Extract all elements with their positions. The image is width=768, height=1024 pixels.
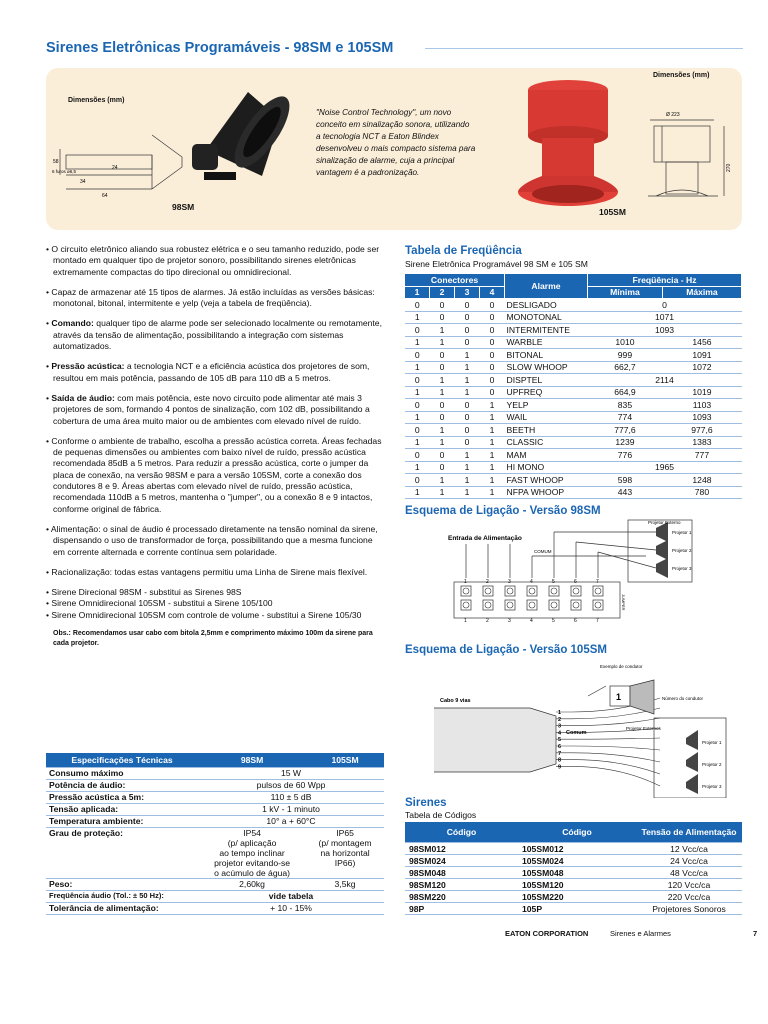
table-row — [405, 424, 742, 437]
bit-cell: 1 — [405, 411, 430, 424]
page-title: Sirenes Eletrônicas Programáveis - 98SM e 105SM — [46, 40, 394, 56]
terminal-screw — [571, 586, 581, 596]
bit-cell: 0 — [480, 374, 505, 387]
alarm-cell: FAST WHOOP — [505, 474, 588, 487]
code-98-cell: 98P — [405, 903, 518, 915]
bit-cell: 1 — [405, 386, 430, 399]
codes-header-3: Tensão de Alimentação — [636, 822, 742, 843]
list-item: • Sirene Direcional 98SM - substitui as Sirenes 98S — [46, 587, 242, 598]
table-row — [405, 879, 742, 891]
bit-cell: 0 — [480, 361, 505, 374]
bit-cell: 1 — [430, 424, 455, 437]
wire-number: 3 — [558, 723, 562, 730]
bit-cell: 1 — [430, 486, 455, 499]
bit-cell: 1 — [480, 449, 505, 462]
dim-270: 270 — [726, 163, 732, 172]
bit-cell: 1 — [480, 411, 505, 424]
bit-cell: 1 — [430, 324, 455, 337]
bit-cell: 0 — [405, 374, 430, 387]
bit-cell: 0 — [455, 324, 480, 337]
table-row: Consumo máximo 15 W — [46, 768, 384, 780]
bit-cell: 1 — [455, 361, 480, 374]
table-row: Pressão acústica a 5m: 110 ± 5 dB — [46, 792, 384, 804]
list-item: • Sirene Omnidirecional 105SM - substitui a Sirene 105/100 — [46, 598, 273, 609]
bit-cell: 1 — [430, 436, 455, 449]
bit-cell: 0 — [430, 299, 455, 312]
bit-cell: 1 — [480, 399, 505, 412]
power-input-label: Entrada de Alimentação — [448, 535, 522, 542]
page-number: 7 — [753, 929, 758, 938]
freq-min-cell: 776 — [588, 449, 663, 462]
alarm-cell: WAIL — [505, 411, 588, 424]
jumper-label: JUMPER — [621, 594, 626, 611]
common-label: COMUM — [534, 549, 552, 554]
paragraph-circuit: • O circuito eletrônico aliando sua robustez elétrica e o seu tamanho reduzido, pode ser montado em qualquer tipo de projetor sonoro, possibilitando sirenes eletrônicas extremamente compactas do tipo direcional ou omnidirecional. — [46, 244, 380, 277]
terminal-number: 3 — [508, 618, 511, 624]
bit-cell: 0 — [405, 399, 430, 412]
terminal-screw — [593, 600, 603, 610]
bit-cell: 0 — [430, 461, 455, 474]
bit-cell: 1 — [455, 374, 480, 387]
voltage-cell: 120 Vcc/ca — [636, 879, 742, 891]
table-row: Peso: 2,60kg 3,5kg — [46, 879, 384, 891]
bit-cell: 0 — [405, 349, 430, 362]
freq-max-cell: 1103 — [662, 399, 741, 412]
voltage-cell: 12 Vcc/ca — [636, 843, 742, 855]
terminal-number: 1 — [464, 618, 467, 624]
codes-header-1: Código — [405, 822, 518, 843]
description-column — [46, 244, 386, 649]
wire — [556, 766, 660, 786]
bit-cell: 0 — [455, 336, 480, 349]
freq-max-cell: 777 — [662, 449, 741, 462]
table-row — [405, 324, 742, 337]
bit-cell: 1 — [480, 461, 505, 474]
code-98-cell: 98SM048 — [405, 867, 518, 879]
sirenes-subtitle: Tabela de Códigos — [405, 810, 477, 820]
freq-min-cell: 664,9 — [588, 386, 663, 399]
code-105-cell: 105SM024 — [518, 855, 636, 867]
terminal-screw — [593, 586, 603, 596]
freq-min-cell: 443 — [588, 486, 663, 499]
terminal-screw — [461, 600, 471, 610]
bit-cell: 0 — [430, 349, 455, 362]
bit-cell: 0 — [455, 424, 480, 437]
table-row: Tensão aplicada: 1 kV - 1 minuto — [46, 804, 384, 816]
alarm-cell: BEETH — [505, 424, 588, 437]
dim-24: 24 — [112, 165, 118, 171]
paragraph-alarms: • Capaz de armazenar até 15 tipos de alarmes. Já estão incluídas as versões básicas: monotonal, bitonal, intermitente e yelp (veja a tabela de freqüência). — [46, 286, 375, 309]
bit-cell: 1 — [405, 336, 430, 349]
dim-58: 58 — [53, 159, 59, 165]
header-bit-4: 4 — [480, 286, 505, 299]
freq-max-cell: 780 — [662, 486, 741, 499]
external-projector-label: Projetor Externo — [648, 520, 681, 525]
freq-max-cell: 1072 — [662, 361, 741, 374]
alarm-cell: WARBLE — [505, 336, 588, 349]
specs-header-105: 105SM — [306, 753, 384, 768]
projector-2-label-105: Projetor 2 — [702, 762, 722, 767]
bit-cell: 1 — [405, 361, 430, 374]
bit-cell: 0 — [480, 349, 505, 362]
table-row — [405, 361, 742, 374]
code-105-cell: 105SM220 — [518, 891, 636, 903]
bit-cell: 1 — [430, 474, 455, 487]
terminal-screw — [483, 600, 493, 610]
alarm-cell: YELP — [505, 399, 588, 412]
freq-min-cell: 1010 — [588, 336, 663, 349]
bit-cell: 1 — [455, 486, 480, 499]
table-row — [405, 474, 742, 487]
freq-max-cell: 1383 — [662, 436, 741, 449]
table-row: Potência de áudio: pulsos de 60 Wpp — [46, 780, 384, 792]
table-row — [405, 386, 742, 399]
bit-cell: 0 — [480, 386, 505, 399]
freq-max-cell: 977,6 — [662, 424, 741, 437]
freq-cell: 0 — [588, 299, 742, 312]
table-row: Grau de proteção: IP54 (p/ aplicação ao tempo inclinar projetor evitando-se o acúmulo de água) IP65 (p/ montagem na horizontal IP66) — [46, 828, 384, 879]
freq-min-cell: 662,7 — [588, 361, 663, 374]
bit-cell: 1 — [455, 349, 480, 362]
freq-max-cell: 1019 — [662, 386, 741, 399]
wire — [556, 757, 660, 774]
bit-cell: 1 — [480, 436, 505, 449]
wire — [556, 718, 660, 726]
alarm-cell: INTERMITENTE — [505, 324, 588, 337]
table-row — [405, 461, 742, 474]
alarm-cell: HI MONO — [505, 461, 588, 474]
projector-3-label-105: Projetor 3 — [702, 784, 722, 789]
conductor-number-label: Número do condutor — [662, 696, 704, 701]
bit-cell: 0 — [430, 449, 455, 462]
header-frequencia: Freqüência - Hz — [588, 274, 742, 286]
table-row — [405, 336, 742, 349]
footer-company: EATON CORPORATION — [505, 929, 589, 938]
terminal-screw — [505, 600, 515, 610]
bit-cell: 1 — [405, 486, 430, 499]
bit-cell: 1 — [480, 474, 505, 487]
freq-max-cell: 1091 — [662, 349, 741, 362]
codes-header-2: Código — [518, 822, 636, 843]
bit-cell: 0 — [405, 324, 430, 337]
terminal-screw — [505, 586, 515, 596]
conductor-example-label: Exemplo de condutor — [600, 664, 643, 669]
header-alarme: Alarme — [505, 274, 588, 299]
bit-cell: 0 — [455, 299, 480, 312]
terminal-number: 4 — [530, 618, 533, 624]
paragraph-rationalization: • Racionalização: todas estas vantagens permitiu uma Linha de Sirene mais flexível. — [46, 566, 368, 577]
voltage-cell: 24 Vcc/ca — [636, 855, 742, 867]
voltage-cell: 48 Vcc/ca — [636, 867, 742, 879]
bit-cell: 0 — [455, 411, 480, 424]
wire-number: 6 — [558, 744, 562, 750]
dimensions-label-98: Dimensões (mm) — [68, 97, 125, 104]
freq-table-subtitle: Sirene Eletrônica Programável 98 SM e 105 SM — [405, 259, 588, 269]
dimensions-label-105: Dimensões (mm) — [653, 72, 710, 79]
dim-holes: 6 furos ø6,5 — [52, 169, 77, 174]
dimension-drawing-105 — [638, 100, 734, 210]
alarm-cell: MONOTONAL — [505, 311, 588, 324]
table-row — [405, 436, 742, 449]
dim-34: 34 — [80, 179, 86, 185]
alarm-cell: CLASSIC — [505, 436, 588, 449]
siren-105sm-image — [512, 76, 624, 212]
freq-min-cell: 1239 — [588, 436, 663, 449]
table-row — [405, 349, 742, 362]
wire-number: 4 — [558, 730, 562, 737]
code-98-cell: 98SM012 — [405, 843, 518, 855]
table-row — [405, 486, 742, 499]
bit-cell: 1 — [430, 386, 455, 399]
specs-table — [46, 753, 384, 915]
code-98-cell: 98SM220 — [405, 891, 518, 903]
projector-3-label: Projetor 3 — [672, 566, 692, 571]
sirenes-title: Sirenes — [405, 797, 447, 809]
table-row — [405, 867, 742, 879]
codes-table — [405, 822, 742, 915]
model-105sm-label: 105SM — [599, 207, 626, 217]
bit-cell: 1 — [455, 474, 480, 487]
bit-cell: 1 — [430, 336, 455, 349]
voltage-cell: 220 Vcc/ca — [636, 891, 742, 903]
bit-cell: 0 — [405, 424, 430, 437]
terminal-screw — [527, 586, 537, 596]
obs-note: Obs.: Recomendamos usar cabo com bitola 2,5mm e comprimento máximo 100m da sirene para cada projetor. — [53, 630, 373, 648]
projector-1-label: Projetor 1 — [672, 530, 692, 535]
paragraph-pressure: • Pressão acústica: a tecnologia NCT e a eficiência acústica dos projetores de som, resultou em mais potência, passando de 105 dB para 110 dB a 5 metros. — [46, 361, 370, 383]
freq-table-title: Tabela de Freqüência — [405, 245, 522, 257]
wire — [556, 750, 660, 762]
alarm-cell: SLOW WHOOP — [505, 361, 588, 374]
bit-cell: 1 — [455, 461, 480, 474]
freq-cell: 1965 — [588, 461, 742, 474]
table-row — [405, 449, 742, 462]
bit-cell: 0 — [480, 336, 505, 349]
freq-min-cell: 777,6 — [588, 424, 663, 437]
header-conectores: Conectores — [405, 274, 505, 286]
bit-cell: 0 — [430, 361, 455, 374]
freq-min-cell: 598 — [588, 474, 663, 487]
bit-cell: 1 — [480, 486, 505, 499]
wire-number: 7 — [558, 750, 562, 757]
freq-cell: 1071 — [588, 311, 742, 324]
table-row — [405, 311, 742, 324]
wire-number: 5 — [558, 737, 562, 744]
header-minima: Mínima — [588, 286, 663, 299]
table-row — [405, 891, 742, 903]
wiring-105-diagram — [430, 658, 730, 798]
dimension-drawing-98 — [52, 105, 192, 197]
header-bit-2: 2 — [430, 286, 455, 299]
header-bit-3: 3 — [455, 286, 480, 299]
footer-section: Sirenes e Alarmes — [610, 929, 671, 938]
alarm-cell: BITONAL — [505, 349, 588, 362]
alarm-cell: DISPTEL — [505, 374, 588, 387]
siren-98sm-image — [178, 80, 298, 192]
conductor-number-example: 1 — [616, 692, 622, 702]
terminal-screw — [549, 586, 559, 596]
frequency-table — [405, 274, 742, 499]
paragraph-power: • Alimentação: o sinal de áudio é processado diretamente na tensão nominal da sirene, dispensando o uso de transformador de força, possibilitando que a mesma funcione em corrente alternada e corrente contínua sem polaridade. — [46, 523, 378, 557]
wire — [556, 738, 660, 739]
header-bit-1: 1 — [405, 286, 430, 299]
alarm-cell: MAM — [505, 449, 588, 462]
bit-cell: 0 — [480, 299, 505, 312]
projector-1-label-105: Projetor 1 — [702, 740, 722, 745]
alarm-cell: UPFREQ — [505, 386, 588, 399]
table-row: Temperatura ambiente: 10° a + 60°C — [46, 816, 384, 828]
common-label-105: Comum — [566, 730, 587, 736]
dim-223: Ø 223 — [666, 112, 680, 118]
terminal-number: 5 — [552, 618, 555, 624]
code-105-cell: 105SM048 — [518, 867, 636, 879]
terminal-number: 5 — [552, 579, 555, 585]
table-row — [405, 374, 742, 387]
external-projectors-label: Projetor Externos — [626, 726, 661, 731]
cable-9-label: Cabo 9 vias — [440, 698, 471, 704]
paragraph-command: • Comando: qualquer tipo de alarme pode ser selecionado localmente ou remotamente, através da tensão de alimentação, possibilitando a integração com sistemas automatizados. — [46, 318, 382, 352]
paragraph-audio-out: • Saída de áudio: com mais potência, este novo circuito pode alimentar até mais 3 projetores de som, formando 4 pontos de sinalização, com 102 dB, possibilitando a cobertura de uma área muito maior ou de ambientes com elevado nível de ruído. — [46, 392, 370, 426]
terminal-screw — [571, 600, 581, 610]
wire-number: 2 — [558, 716, 562, 723]
bit-cell: 1 — [405, 461, 430, 474]
terminal-number: 3 — [508, 579, 511, 585]
model-98sm-label: 98SM — [172, 202, 195, 212]
terminal-number: 6 — [574, 618, 577, 624]
bit-cell: 0 — [405, 299, 430, 312]
terminal-screw — [461, 586, 471, 596]
code-98-cell: 98SM120 — [405, 879, 518, 891]
table-row — [405, 399, 742, 412]
hero-quote: "Noise Control Technology", um novo conceito em sinalização sonora, utilizando a tecnologia NCT a Eaton Blindex desenvolveu o mais compacto sistema para sinalização de alarme, cuja a principal vantagem é a padronização. — [316, 108, 476, 177]
title-rule — [425, 48, 743, 49]
wire-number: 9 — [558, 764, 562, 771]
freq-min-cell: 999 — [588, 349, 663, 362]
freq-cell: 1093 — [588, 324, 742, 337]
terminal-number: 6 — [574, 579, 577, 585]
wiring-105-title: Esquema de Ligação - Versão 105SM — [405, 644, 607, 656]
bit-cell: 0 — [405, 449, 430, 462]
specs-header-98: 98SM — [198, 753, 306, 768]
wiring-98-title: Esquema de Ligação - Versão 98SM — [405, 505, 601, 517]
bit-cell: 1 — [430, 374, 455, 387]
table-row — [405, 299, 742, 312]
terminal-number: 1 — [464, 579, 467, 585]
table-row — [405, 855, 742, 867]
bit-cell: 1 — [480, 424, 505, 437]
bit-cell: 0 — [430, 311, 455, 324]
bit-cell: 0 — [455, 311, 480, 324]
table-row — [405, 903, 742, 915]
code-105-cell: 105SM120 — [518, 879, 636, 891]
wire — [556, 746, 660, 750]
alarm-cell: NFPA WHOOP — [505, 486, 588, 499]
freq-min-cell: 835 — [588, 399, 663, 412]
code-105-cell: 105P — [518, 903, 636, 915]
specs-header: Especificações Técnicas — [46, 753, 198, 768]
dim-64: 64 — [102, 193, 108, 197]
paragraph-environment: • Conforme o ambiente de trabalho, escolha a pressão acústica correta. Áreas fechadas de pequenas dimensões ou ambientes com baixo nível de ruído, pressão acústica recomendada 85dB a 5 metros. Para reduzir a pressão acústica, corte o jumper da placa de conexão, na versão 98SM e para a versão 105SM, corte a conexão dos condutores 8 e 9. Áreas abertas com elevado nível de ruído, pressão acústica, recomendada 110dB a 5 metros, mantenha o "jumper", ou a conexão 8 e 9 intactos, conforme original de fábrica. — [46, 435, 382, 514]
alarm-cell: DESLIGADO — [505, 299, 588, 312]
bit-cell: 1 — [405, 311, 430, 324]
bit-cell: 1 — [455, 386, 480, 399]
terminal-number: 4 — [530, 579, 533, 585]
terminal-number: 2 — [486, 579, 489, 585]
bit-cell: 0 — [430, 399, 455, 412]
table-row — [405, 411, 742, 424]
header-maxima: Máxima — [662, 286, 741, 299]
wire-number: 1 — [558, 710, 562, 716]
freq-min-cell: 774 — [588, 411, 663, 424]
projector-2-label: Projetor 2 — [672, 548, 692, 553]
list-item: • Sirene Omnidirecional 105SM com controle de volume - substitui a Sirene 105/30 — [46, 609, 362, 620]
table-row — [405, 843, 742, 855]
terminal-screw — [549, 600, 559, 610]
bit-cell: 1 — [405, 436, 430, 449]
bit-cell: 0 — [455, 399, 480, 412]
freq-max-cell: 1456 — [662, 336, 741, 349]
freq-cell: 2114 — [588, 374, 742, 387]
bit-cell: 0 — [480, 311, 505, 324]
bit-cell: 0 — [455, 436, 480, 449]
wire-number: 8 — [558, 757, 562, 764]
code-98-cell: 98SM024 — [405, 855, 518, 867]
bit-cell: 0 — [480, 324, 505, 337]
table-row: Freqüência áudio (Tol.: ± 50 Hz): vide tabela — [46, 891, 384, 903]
bit-cell: 0 — [430, 411, 455, 424]
wiring-98-diagram — [440, 516, 696, 624]
terminal-screw — [527, 600, 537, 610]
code-105-cell: 105SM012 — [518, 843, 636, 855]
table-row: Tolerância de alimentação: + 10 - 15% — [46, 903, 384, 915]
terminal-screw — [483, 586, 493, 596]
bit-cell: 1 — [455, 449, 480, 462]
voltage-cell: Projetores Sonoros — [636, 903, 742, 915]
terminal-number: 7 — [596, 579, 599, 585]
terminal-number: 7 — [596, 618, 599, 624]
freq-max-cell: 1248 — [662, 474, 741, 487]
freq-max-cell: 1093 — [662, 411, 741, 424]
terminal-number: 2 — [486, 618, 489, 624]
bit-cell: 0 — [405, 474, 430, 487]
